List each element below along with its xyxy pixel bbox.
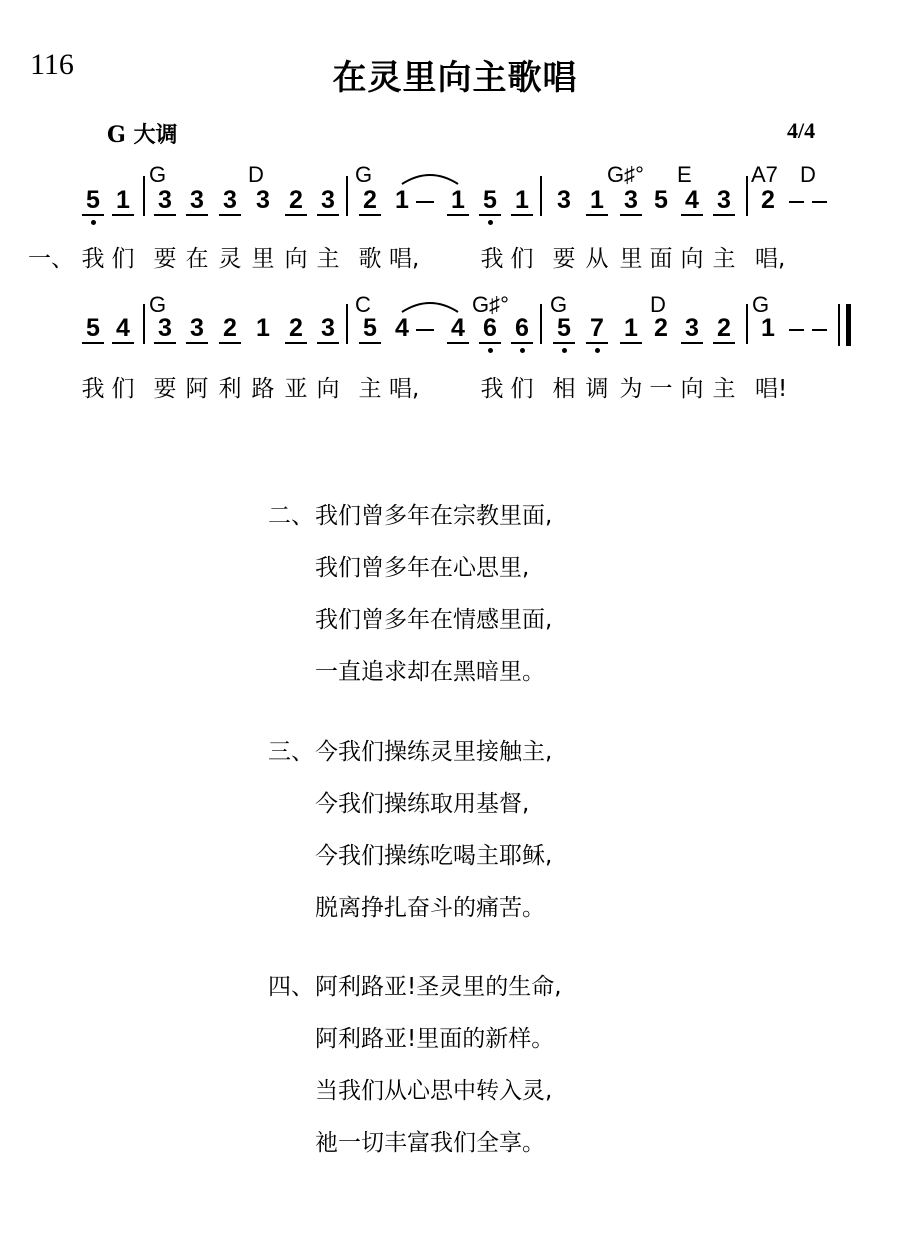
note: 6: [511, 314, 533, 344]
chord-symbol: C: [355, 292, 371, 317]
key-signature: G 大调: [107, 122, 178, 148]
sustain-dash: [416, 201, 434, 203]
chord-symbol: G♯°: [607, 162, 644, 187]
final-bar-line: [846, 304, 851, 346]
bar-line: [346, 304, 348, 344]
sustain-dash: [416, 329, 434, 331]
lyric-syllable: 向: [316, 376, 340, 402]
note: 3: [186, 186, 208, 216]
note: 3: [154, 314, 176, 344]
note: 2: [713, 314, 735, 344]
lyric-syllable: 向: [284, 246, 308, 272]
chord-symbol: G: [355, 162, 373, 187]
bar-line: [746, 304, 748, 344]
chord-symbol: G: [752, 292, 770, 317]
note: 5: [553, 314, 575, 344]
chord-symbol: D: [800, 162, 816, 187]
note: 2: [285, 186, 307, 216]
lyric-syllable: 主: [358, 376, 382, 402]
chord-symbol: G: [550, 292, 568, 317]
note: 2: [761, 186, 775, 214]
sustain-dash: [789, 329, 804, 331]
note: 1: [112, 186, 134, 216]
lyric-syllable: 里: [619, 246, 643, 272]
verse-text-line: 今我们操练灵里接触主,: [315, 739, 553, 765]
tie-arc: [402, 175, 458, 184]
note: 1: [620, 314, 642, 344]
lyric-syllable: 我: [81, 246, 105, 272]
lyric-syllable: 们: [111, 246, 135, 272]
lyric-syllable: 唱,: [389, 246, 420, 272]
verse-text-line: 阿利路亚!里面的新样。: [315, 1026, 555, 1052]
verse-label: 二、: [268, 503, 314, 529]
lyric-syllable: 在: [185, 246, 209, 272]
lyric-syllable: 我: [81, 376, 105, 402]
note: 6: [479, 314, 501, 344]
note: 1: [761, 314, 775, 342]
bar-line: [540, 176, 542, 216]
bar-line: [143, 304, 145, 344]
note: 1: [395, 186, 409, 214]
lower-octave-dot: [91, 220, 96, 225]
lyric-syllable: 阿: [185, 376, 209, 402]
lyric-syllable: 我: [480, 376, 504, 402]
note: 3: [317, 186, 339, 216]
lower-octave-dot: [562, 348, 567, 353]
note: 3: [186, 314, 208, 344]
chord-symbol: D: [650, 292, 666, 317]
lyric-syllable: 向: [680, 376, 704, 402]
bar-line: [143, 176, 145, 216]
lyric-syllable: 调: [585, 376, 609, 402]
note: 1: [256, 314, 270, 342]
lyric-syllable: 主: [712, 376, 736, 402]
chord-symbol: G: [149, 292, 167, 317]
chord-symbol: G♯°: [472, 292, 509, 317]
lyric-syllable: 一: [649, 376, 673, 402]
lyric-syllable: 灵: [218, 246, 242, 272]
verse-text-line: 一直追求却在黑暗里。: [315, 659, 545, 685]
verse-text-line: 今我们操练吃喝主耶稣,: [315, 843, 553, 869]
note: 5: [359, 314, 381, 344]
lyric-syllable: 我: [480, 246, 504, 272]
verse-text-line: 我们曾多年在情感里面,: [315, 607, 553, 633]
lower-octave-dot: [488, 220, 493, 225]
note: 3: [620, 186, 642, 216]
lower-octave-dot: [595, 348, 600, 353]
note: 3: [317, 314, 339, 344]
chord-symbol: G: [149, 162, 167, 187]
note: 4: [681, 186, 703, 216]
sustain-dash: [789, 201, 804, 203]
note: 1: [511, 186, 533, 216]
lyric-syllable: 主: [712, 246, 736, 272]
lyric-syllable: 亚: [284, 376, 308, 402]
note: 4: [112, 314, 134, 344]
lower-octave-dot: [520, 348, 525, 353]
note: 3: [713, 186, 735, 216]
verse-label: 四、: [268, 974, 314, 1000]
lyric-syllable: 歌: [358, 246, 382, 272]
verse-label: 一、: [28, 246, 74, 272]
verse-text-line: 当我们从心思中转入灵,: [315, 1078, 553, 1104]
lyric-syllable: 唱!: [755, 376, 788, 402]
note: 4: [447, 314, 469, 344]
lyric-syllable: 从: [585, 246, 609, 272]
note: 5: [82, 314, 104, 344]
note: 4: [395, 314, 409, 342]
note: 5: [82, 186, 104, 216]
verse-text-line: 阿利路亚!圣灵里的生命,: [315, 974, 562, 1000]
lyric-syllable: 利: [218, 376, 242, 402]
verse-text-line: 祂一切丰富我们全享。: [315, 1130, 545, 1156]
note: 7: [586, 314, 608, 344]
note: 3: [219, 186, 241, 216]
note: 2: [359, 186, 381, 216]
lower-octave-dot: [488, 348, 493, 353]
note: 5: [479, 186, 501, 216]
page-number: 116: [30, 48, 74, 81]
hymn-title: 在灵里向主歌唱: [332, 58, 578, 98]
lyric-syllable: 主: [316, 246, 340, 272]
note: 2: [654, 314, 668, 342]
lyric-syllable: 要: [153, 246, 177, 272]
lyric-syllable: 路: [251, 376, 275, 402]
verse-text-line: 我们曾多年在宗教里面,: [315, 503, 553, 529]
note: 3: [557, 186, 571, 214]
note: 1: [586, 186, 608, 216]
lyric-syllable: 相: [552, 376, 576, 402]
note: 2: [219, 314, 241, 344]
lyric-syllable: 要: [552, 246, 576, 272]
note: 2: [285, 314, 307, 344]
note: 3: [256, 186, 270, 214]
lyric-syllable: 们: [510, 246, 534, 272]
chord-symbol: D: [248, 162, 264, 187]
bar-line: [540, 304, 542, 344]
note: 3: [681, 314, 703, 344]
note: 1: [447, 186, 469, 216]
verse-text-line: 脱离挣扎奋斗的痛苦。: [315, 895, 545, 921]
lyric-syllable: 们: [111, 376, 135, 402]
lyric-syllable: 向: [680, 246, 704, 272]
chord-symbol: E: [677, 162, 692, 187]
lyric-syllable: 要: [153, 376, 177, 402]
sustain-dash: [812, 201, 827, 203]
sustain-dash: [812, 329, 827, 331]
bar-line: [346, 176, 348, 216]
lyric-syllable: 为: [619, 376, 643, 402]
lyric-syllable: 唱,: [755, 246, 786, 272]
final-bar-line: [838, 304, 840, 346]
note: 3: [154, 186, 176, 216]
bar-line: [746, 176, 748, 216]
tie-arc: [402, 303, 458, 312]
lyric-syllable: 里: [251, 246, 275, 272]
verse-text-line: 今我们操练取用基督,: [315, 791, 530, 817]
lyric-syllable: 们: [510, 376, 534, 402]
verse-label: 三、: [268, 739, 314, 765]
lyric-syllable: 唱,: [389, 376, 420, 402]
note: 5: [654, 186, 668, 214]
verse-text-line: 我们曾多年在心思里,: [315, 555, 530, 581]
lyric-syllable: 面: [649, 246, 673, 272]
chord-symbol: A7: [751, 162, 778, 187]
time-signature: 4/4: [787, 118, 816, 143]
